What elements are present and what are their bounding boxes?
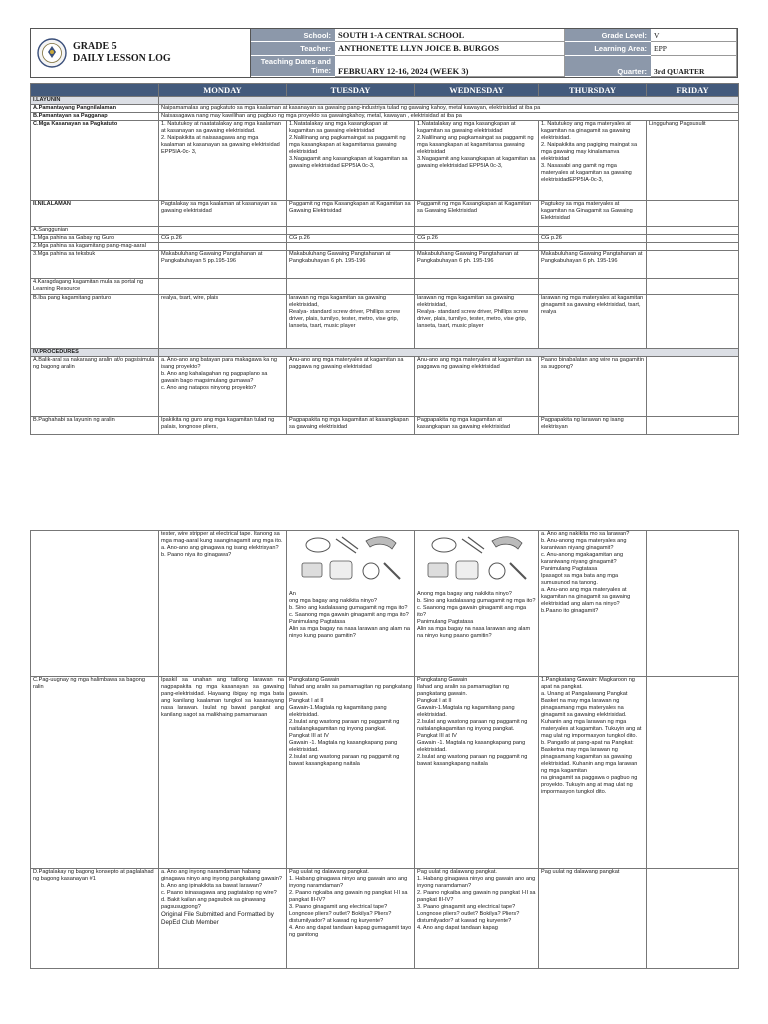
row-panturo: B.Iba pang kagamitang panturo realya, tsart, wire, plais larawan ng mga kagamitan sa gawaing elektrisidad, Realya- standard screw driver, Phillips screw driver, plais, turnilyo, tester, metro, vise grip, lanseta, tsart, music player larawan ng mga kagamitan sa gawaing elektrisidad, Realya- standard screw driver, Phillips screw driver, plais, turnilyo, tester, metro, vise grip, lanseta, tsart, music player larawan ng mga materyales at kagamitan ginagamit sa gawaing elektrisidad, tsart, realya <box>31 295 739 349</box>
dates-label: Teaching Dates and Time: <box>251 56 335 77</box>
row-pagkatuto: C.Mga Kasanayan sa Pagkatuto 1. Natutukoy at naatatalakay ang mga kaalaman at kasanayan sa gawaing elektrisidad. 2. Naipakikita at naisasagawa ang mga kaalaman at kasanayan sa gawaing elektrisidad EPP5IA-0c- 3, 1.Natatalakay ang mga kasangkapan at kagamitan sa gawaing elektrisidad 2.Nalilinang ang pagkamaingat sa paggamit ng mga kasangkapan at kagamitansa gawaing elektrisidad 3.Nagagamit ang kasangkapan at kagamitan sa gawaing elektrisidad EPP5IA 0c-3, 1.Natatalakay ang mga kasangkapan at kagamitan sa gawaing elektrisidad 2.Nalilinang ang pagkamaingat sa paggamit ng mga kasangkapan at kagamitansa gawaing elektrisidad 3.Nagagamit ang kasangkapan at kagamitan sa gawaing elektrisidad EPP5IA 0c-3, 1. Natutukoy ang mga materyales at kagamitan na ginagamit sa gawaing elektrisidad. 2. Naipakikita ang pagiging maingat sa mga gawaing may kinalamanva elektrisidad 3. Nasasabi ang gamit ng mga materyales at kagamitan sa gawaing elektrisidadEPP5IA-0c-3, Lingguhang Pagsusulit <box>31 121 739 201</box>
day-monday: MONDAY <box>159 84 287 97</box>
section-layunin: I.LAYUNIN <box>31 97 739 105</box>
section-procedures: IV.PROCEDURES <box>31 349 739 357</box>
row-karagdagang: 4.Karagdagang kagamitan mula sa portal ng Learning Resource <box>31 279 739 295</box>
lesson-log-page-2 <box>30 530 738 969</box>
row-pag-uugnay: C.Pag-uugnay ng mga halimbawa sa bagong ralin Ipaskil sa unahan ang tatlong larawan na nagpapakita ng mga kasanayan sa gawaing pang-elektrisidad. Hayaang ibigay ng mga bata ang kanilang kaalaman tungkol sa kasanayang nasa larawan. Isulat ng bawat pangkat ang kanilang sagot sa malikhaing pamamaraan Pangkatang Gawain Ilahad ang aralin sa pamamagitan ng pangkatang gawain. Pangkat I at II Gawain-1.Magtala ng kagamitang pang elektrisidad. 2.Isulat ang wastong paraan ng paggamit ng naitalangkagamitan ng inyong pangkat. Pangkat III at IV Gawain -1. Magtala ng kasangkapang pang elektrisidad. 2.Isulat ang wastong paraan ng paggamit ng bawat kasangkapang naitala Pangkatang Gawain Ilahad ang aralin sa pamamagitan ng pangkatang gawain. Pangkat I at II Gawain-1.Magtala ng kagamitang pang elektrisidad. 2.Isulat ang wastong paraan ng paggamit ng naitalangkagamitan ng inyong pangkat. Pangkat III at IV Gawain -1. Magtala ng kasangkapang pang elektrisidad. 2.Isulat ang wastong paraan ng paggamit ng bawat kasangkapang naitala 1.Pangkatang Gawain: Magkaroon ng apat na pangkat. a. Unang at Pangalawang Pangkat Basket na may mga larawan ng pinagsamang mga materyales na ginagamit sa gawaing elektrisidad. Kuhanin ang mga larawan ng mga materyales at kagamitan. Tukuyin ang at mag ulat ng impormasyon tungkol dito. b. Pangatlo at pang-apat na Pangkat: Basketna may mga larawan ng pinagsamang kagamitan sa gawaing elektrisidad. Kuhanin ang mga larawan ng mga kagamitan na ginagamit sa paggawa o pagbuo ng proyekto. Tukuyin ang at mag ulat ng impormasyon tungkol dito. <box>31 677 739 869</box>
header-info-grid <box>251 29 737 77</box>
lesson-log-page-1 <box>30 28 738 435</box>
grade-level-label: Grade Level: <box>565 29 651 42</box>
row-sanggunian: A.Sanggunian <box>31 227 739 235</box>
row-gabay: 1.Mga pahina sa Gabay ng Guro CG p.26 CG p.26 CG p.26 CG p.26 <box>31 235 739 243</box>
day-friday: FRIDAY <box>647 84 739 97</box>
day-header-row <box>31 84 739 97</box>
row-pagtalakay: D.Pagtalakay ng bagong konsepto at paglalahad ng bagong kasanayan #1 a. Ano ang inyong naramdaman habang ginagawa ninyo ang inyong pangkatang gawain? b. Ano ang ipinakikita sa bawat larawan? c. Paano isinasagawa ang pagtatalop ng wire? d. Bakit kailan ang pagsubok sa ginawang pagsusugpong? Original File Submitted and Formatted by DepEd Club Member Pag uulat ng dalawang pangkat. 1. Habang ginagawa ninyo ang gawain ano ang inyong naramdaman? 2. Paano ngkaiba ang gawain ng pangkat I-II sa pangkat III-IV? 3. Paano ginagamit ang electrical tape? Longnose pliers? outlet? Bokilya? Pliers? disturnilyador? at kawad ng kuryente? 4. Ano ang dapat tandaan kapag gumagamit tayo ng ganitong Pag uulat ng dalawang pangkat. 1. Habang ginagawa ninyo ang gawain ano ang inyong naramdaman? 2. Paano ngkaiba ang gawain ng pangkat I-II sa pangkat III-IV? 3. Paano ginagamit ang electrical tape? Longnose pliers? outlet? Bokilya? Pliers? disturnilyador? at kawad ng kuryente? 4. Ano ang dapat tandaan kapag Pag uulat ng dalawang pangkat <box>31 869 739 969</box>
learning-area-value: EPP <box>651 42 737 55</box>
row-teksbuk: 3.Mga pahina sa teksbuk Makabuluhang Gawaing Pangtahanan at Pangkabuhayan 5 pp.195-196 Makabuluhang Gawaing Pangtahanan at Pangkabuhayan 6 ph. 195-196 Makabuluhang Gawaing Pangtahanan at Pangkabuhayan 6 ph. 195-196 Makabuluhang Gawaing Pangtahanan at Pangkabuhayan 6 ph. 195-196 <box>31 251 739 279</box>
electrical-tools-illustration <box>422 533 532 591</box>
header-title-block <box>31 29 251 77</box>
teacher-label: Teacher: <box>251 42 335 55</box>
log-title: DAILY LESSON LOG <box>73 53 171 64</box>
day-tuesday: TUESDAY <box>287 84 415 97</box>
row-kagamitang: 2.Mga pahina sa kagamitang pang-mag-aaral <box>31 243 739 251</box>
grade-title: GRADE 5 <box>73 41 117 52</box>
dates-value: FEBRUARY 12-16, 2024 (WEEK 3) <box>335 56 565 77</box>
quarter-label: Quarter: <box>565 56 651 77</box>
row-nilalaman: II.NILALAMAN Pagtalakay sa mga kaalaman at kasanayan sa gawaing elektrisidad Paggamit ng mga Kasangkapan at Kagamitan sa Gawaing Elektrisidad Paggamit ng mga Kasangkapan at Kagamitan sa Gawaing Elektrisidad Pagtukoy sa mga materyales at kagamitan na Ginagamit sa Gawaing Elektrisidad <box>31 201 739 227</box>
lesson-table-page-2 <box>30 530 739 969</box>
teacher-value: ANTHONETTE LLYN JOICE B. BURGOS <box>335 42 565 55</box>
grade-level-value: V <box>651 29 737 42</box>
school-label: School: <box>251 29 335 42</box>
quarter-value: 3rd QUARTER <box>651 56 737 77</box>
electrical-tools-illustration <box>296 533 406 591</box>
day-thursday: THURSDAY <box>539 84 647 97</box>
row-paghahabi: B.Paghahabi sa layunin ng aralin Ipakikita ng guro ang mga kagamitan tulad ng palais, longnose pliers, Pagpapakita ng mga kagamitan at kasangkapan sa gawaing elektrisidad Pagpapakita ng mga kagamitan at kasangkapan sa gawaing elektrisidad Pagpapakita ng larawan ng isang elektrisyan <box>31 417 739 435</box>
row-balik-aral: A.Balik-aral sa nakaraang aralin at/o pagsisimula ng bagong aralin a. Ano-ano ang batayan para makagawa ka ng isang proyekto? b. Ano ang kahalagahan ng pagpaplano sa gawain bago magsimulang gumawa? c. Ano ang natapos ninyong proyekto? Anu-ano ang mga materyales at kagamitan sa paggawa ng gawaing elektrisidad Anu-ano ang mga materyales at kagamitan sa paggawa ng gawaing elektrisidad Paano binabalatan ang wire na gagamitin sa sugpong? <box>31 357 739 417</box>
school-value: SOUTH 1-A CENTRAL SCHOOL <box>335 29 565 42</box>
row-pamantayan-pagganap: B.Pamantayan sa Pagganap Naisasagawa nang may kawilihan ang pagbuo ng mga proyekto sa gawaingkahoy, metal, kawayan , elektrisidad at iba pa <box>31 113 739 121</box>
row-paghahabi-continued: tester, wire stripper at electrical tape. Itanong sa mga mag-aaral kung saanginagamit ang mga ito. a. Ano-ano ang ginagawa ng isang elektrisyan? b. Paano niya ito ginagawa? An ong mga bagay ang nakikita ninyo? b. Sino ang kadalasang gumagamit ng mga ito? c. Saanong mga gawain ginagamit ang mga ito? Panimulang Pagtatasa Alin sa mga bagay na nasa larawan ang alam na ninyo kung paano gamitin? Anong mga bagay ang nakikita ninyo? b. Sino ang kadalasang gumagamit ng mga ito? c. Saanong mga gawain ginagamit ang mga ito? Panimulang Pagtatasa Alin sa mga bagay na nasa larawan ang alam na ninyo kung paano gamitin? a. Ano ang nakikita mo sa larawan? b. Anu-anong mga materyales ang karaniwan niyang ginagamit? c. Anu-anong mgakagamitan ang karaniwang niyang ginagamit? Panimulang Pagtatasa Ipasagot sa mga bata ang mga sumusunod na tanong. a. Anu-ano ang mga materyales at kagamitan na ginagamit sa gawaing elektrisidad ang alam na ninyo? b.Paano ito ginagamit? <box>31 531 739 677</box>
row-pamantayang-pangnilalaman: A.Pamantayang Pangnilalaman Naipamamalas ang pagkatuto sa mga kaalaman at kasanayan sa gawaing pang-industriya tulad ng gawaing kahoy, metal kawayan, elektrisidad at iba pa <box>31 105 739 113</box>
lesson-table-page-1 <box>30 83 739 435</box>
header-block <box>30 28 738 78</box>
footer-note: Original File Submitted and Formatted by DepEd Club Member <box>161 911 274 926</box>
deped-seal-icon <box>37 38 67 68</box>
day-wednesday: WEDNESDAY <box>415 84 539 97</box>
learning-area-label: Learning Area: <box>565 42 651 55</box>
